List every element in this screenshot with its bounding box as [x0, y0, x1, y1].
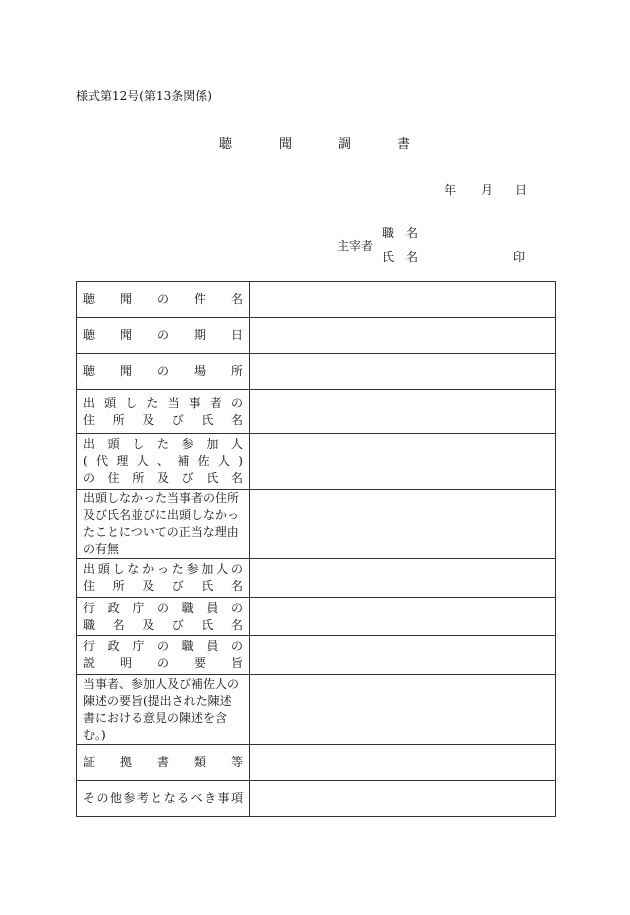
row-label-line: その他参考となるべき事項 — [83, 791, 243, 805]
form-row — [77, 675, 556, 745]
date-month: 月 — [481, 183, 494, 197]
row-value-cell[interactable] — [250, 745, 556, 781]
row-label-line: 説明の要旨 — [83, 656, 243, 670]
row-value-cell[interactable] — [250, 490, 556, 559]
organizer-label: 主宰者 — [337, 239, 374, 253]
row-label — [77, 598, 250, 636]
row-label — [77, 636, 250, 675]
row-label — [77, 318, 250, 354]
row-label-line: 行政庁の職員の — [83, 600, 243, 615]
row-label — [77, 559, 250, 598]
row-label-line: (代理人、補佐人) — [83, 454, 243, 468]
row-value-cell[interactable] — [250, 282, 556, 318]
form-row — [77, 490, 556, 559]
row-label — [77, 781, 250, 817]
form-row — [77, 282, 556, 318]
row-label-line: 行政庁の職員の — [83, 639, 243, 653]
form-row — [77, 434, 556, 490]
row-label-line: 聴 聞 の 場 所 — [83, 364, 243, 378]
title-char: 聴 — [219, 137, 233, 152]
row-label-line: 住所及び氏名 — [83, 579, 243, 593]
form-number: 様式第12号(第13条関係) — [76, 89, 212, 103]
row-label-line: の住所及び氏名 — [83, 471, 243, 485]
date-day: 日 — [515, 183, 528, 197]
row-label-line: 証 拠 書 類 等 — [83, 755, 243, 769]
row-label — [77, 745, 250, 781]
row-value-cell[interactable] — [250, 434, 556, 490]
row-value-cell[interactable] — [250, 781, 556, 817]
row-label-line: 住所及び氏名 — [83, 412, 243, 427]
row-label — [77, 354, 250, 390]
row-label-line: 聴 聞 の 件 名 — [83, 292, 243, 306]
row-label — [77, 434, 250, 490]
title-char: 聞 — [279, 137, 293, 152]
row-label-line: 出頭しなかった当事者の住所及び氏名並びに出頭しなかったことについての正当な理由の有無 — [83, 491, 240, 556]
row-value-cell[interactable] — [250, 675, 556, 745]
row-value-cell[interactable] — [250, 390, 556, 434]
form-row — [77, 745, 556, 781]
title-char: 調 — [338, 137, 352, 152]
row-value-cell[interactable] — [250, 559, 556, 598]
form-row — [77, 636, 556, 675]
hearing-record-table — [76, 281, 556, 817]
row-value-cell[interactable] — [250, 354, 556, 390]
row-label-line: 職名及び氏名 — [83, 617, 243, 632]
seal-mark: 印 — [513, 250, 526, 264]
row-label-line: 出頭した当事者の — [83, 395, 243, 410]
date-year: 年 — [444, 183, 457, 197]
row-value-cell[interactable] — [250, 636, 556, 675]
row-label — [77, 390, 250, 434]
row-label-line: 出頭しなかった参加人の — [83, 562, 243, 576]
row-label — [77, 675, 250, 745]
row-label-line: 当事者、参加人及び補佐人の陳述の要旨(提出された陳述書における意見の陳述を含む。) — [83, 676, 240, 742]
row-label-line: 出頭した参加人 — [83, 437, 243, 451]
form-row — [77, 318, 556, 354]
row-label-line: 聴 聞 の 期 日 — [83, 328, 243, 342]
title-char: 書 — [397, 137, 411, 152]
row-value-cell[interactable] — [250, 318, 556, 354]
row-value-cell[interactable] — [250, 598, 556, 636]
form-row — [77, 781, 556, 817]
organizer-position-label: 職 名 — [382, 226, 419, 240]
form-row — [77, 354, 556, 390]
row-label — [77, 490, 250, 559]
form-row — [77, 598, 556, 636]
form-row — [77, 559, 556, 598]
form-row — [77, 390, 556, 434]
row-label — [77, 282, 250, 318]
organizer-name-label: 氏 名 — [382, 250, 419, 264]
